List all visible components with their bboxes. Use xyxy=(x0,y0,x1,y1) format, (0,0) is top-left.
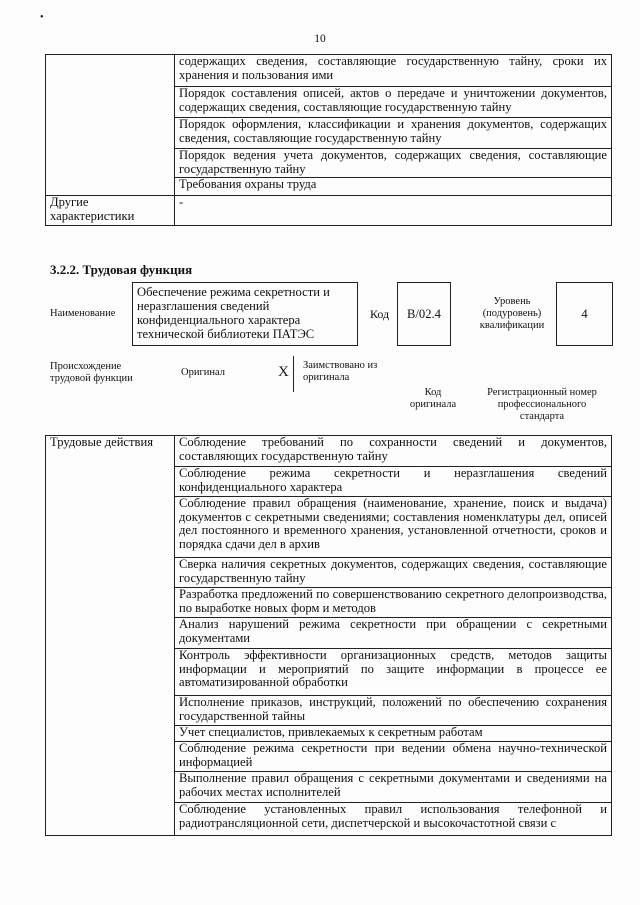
table-row: Порядок ведения учета документов, содержащих сведения, составляющие государственную тайну xyxy=(175,149,612,178)
section-title: 3.2.2. Трудовая функция xyxy=(50,262,193,277)
origin-label: Происхождение трудовой функции xyxy=(50,361,133,384)
other-characteristics-value: - xyxy=(175,196,612,226)
table-row: Выполнение правил обращения с секретными документами и сведениями на рабочих местах исполнителей xyxy=(175,772,612,803)
other-characteristics-label: Другие характеристики xyxy=(46,196,175,226)
level-box xyxy=(556,282,613,346)
table-row: Контроль эффективности организационных средств, методов защиты информации и мероприятий по защите информации в процессе ее автоматизированной обработки xyxy=(175,649,612,696)
table-row: Соблюдение установленных правил использования телефонной и радиотрансляционной сети, диспетчерской и высокочастотной связи с xyxy=(175,803,612,836)
borrowed-label: Заимствовано из оригинала xyxy=(303,360,378,383)
table-row: Анализ нарушений режима секретности при обращении с секретными документами xyxy=(175,618,612,649)
table-row: Порядок составления описей, актов о передаче и уничтожении документов, содержащих сведения, составляющие государственную тайну xyxy=(175,87,612,118)
table-row: Соблюдение правил обращения (наименование, хранение, поиск и выдача) документов с секретными сведениями; составления номенклатуры дел, описей дел постоянного и временного хранения, установленной отчетности, сроков и порядка сдачи дел в архив xyxy=(175,497,612,558)
table-row: Соблюдение режима секретности при ведении обмена научно-технической информацией xyxy=(175,742,612,772)
divider xyxy=(293,356,294,392)
table-row: Соблюдение требований по сохранности сведений и документов, составляющих государственную тайну xyxy=(175,436,612,467)
top-table xyxy=(45,54,612,226)
table-row: Сверка наличия секретных документов, содержащих сведения, составляющие государственную тайну xyxy=(175,558,612,588)
table-row: Разработка предложений по совершенствованию секретного делопроизводства, по выработке новых форм и методов xyxy=(175,588,612,618)
table-row: содержащих сведения, составляющие государственную тайну, сроки их хранения и пользования ими xyxy=(175,55,612,87)
empty-cell xyxy=(46,55,175,196)
table-row: Требования охраны труда xyxy=(175,178,612,196)
table-row: Соблюдение режима секретности и неразглашения сведений конфиденциального характера xyxy=(175,467,612,497)
table-row: Учет специалистов, привлекаемых к секретным работам xyxy=(175,726,612,742)
table-row: Исполнение приказов, инструкций, положений по обеспечению сохранения государственной тайны xyxy=(175,696,612,726)
original-label: Оригинал xyxy=(181,367,225,378)
code-box xyxy=(397,282,451,346)
original-mark: X xyxy=(278,364,289,380)
page-number: 10 xyxy=(314,33,326,45)
level-value: 4 xyxy=(581,307,588,321)
function-name-value: Обеспечение режима секретности и неразглашения сведений конфиденциального характера технической библиотеки ПАТЭС xyxy=(137,285,330,341)
reg-number-label: Регистрационный номер профессионального стандарта xyxy=(487,387,597,422)
name-label: Наименование xyxy=(50,308,116,319)
code-original-label: Код оригинала xyxy=(409,387,457,410)
table-row: Порядок оформления, классификации и хранения документов, содержащих сведения, составляющие государственную тайну xyxy=(175,118,612,149)
corner-mark: • xyxy=(40,12,44,23)
code-label: Код xyxy=(370,307,390,321)
actions-label: Трудовые действия xyxy=(46,436,175,836)
function-name-box xyxy=(132,282,358,346)
code-value: B/02.4 xyxy=(407,307,441,321)
level-label: Уровень (подуровень) квалификации xyxy=(479,296,545,331)
actions-table xyxy=(45,435,612,836)
